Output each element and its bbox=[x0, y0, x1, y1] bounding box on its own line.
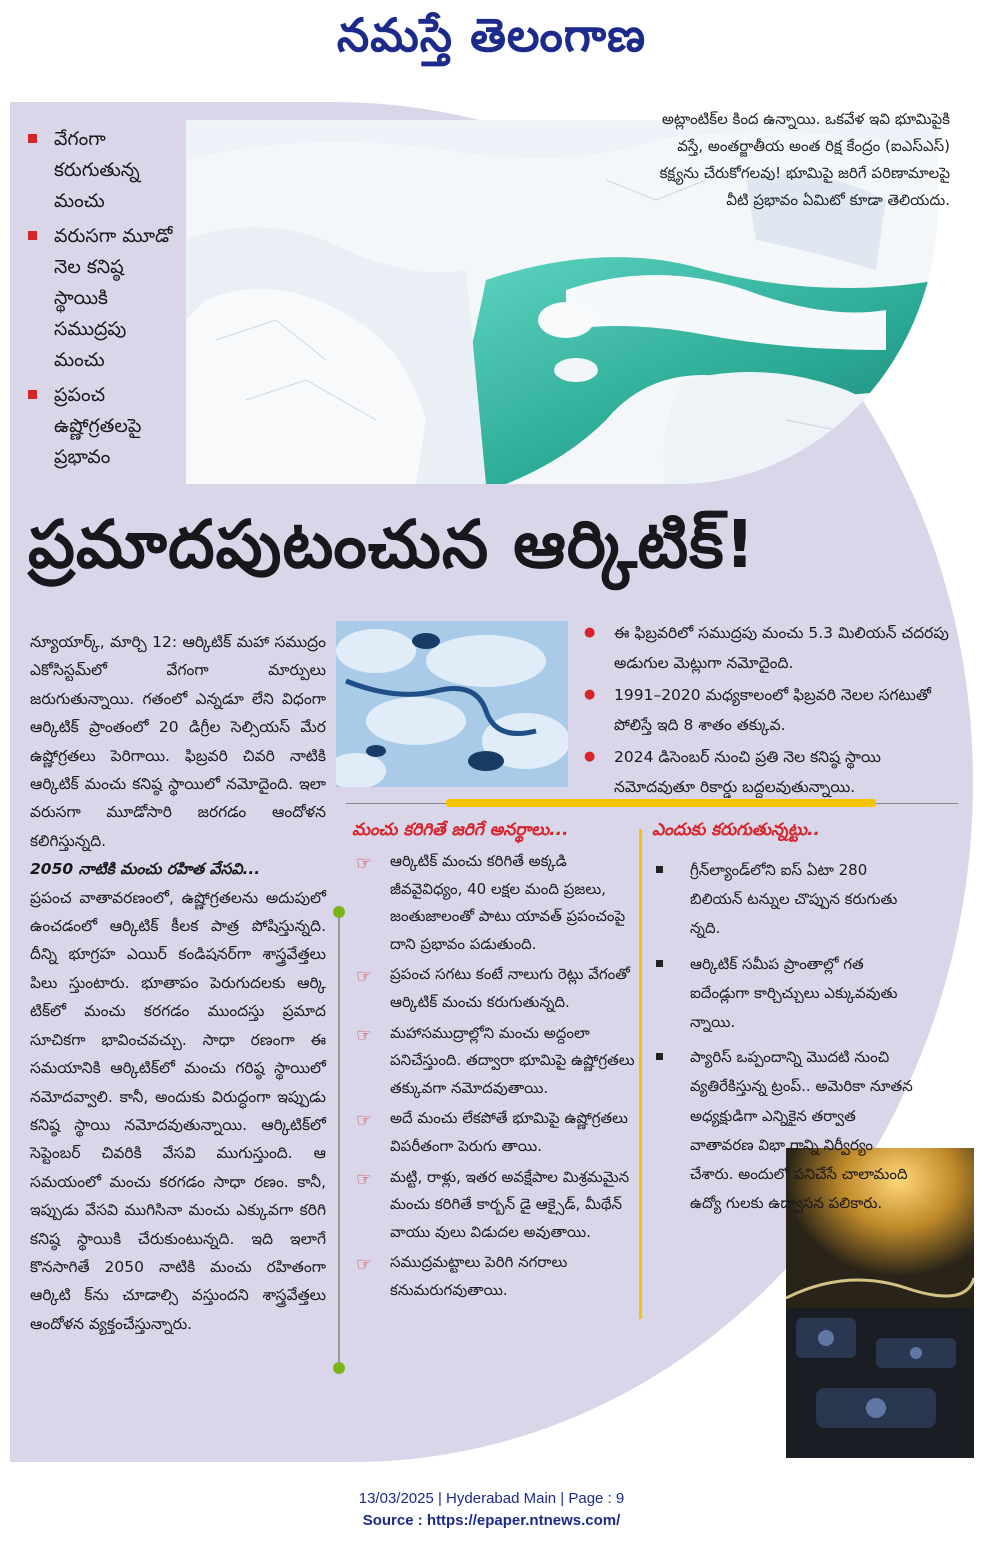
meltwater-image bbox=[336, 621, 568, 787]
fact-item: ● ఈ ఫిబ్రవరిలో సముద్రపు మంచు 5.3 మిలియన్‌ చదరపు అడుగుల మెట్లుగా నమోదైంది. bbox=[580, 618, 960, 678]
intro-continuation bbox=[640, 106, 950, 326]
headline: ప్రమాదపుటంచున ఆర్కిటిక్‌! bbox=[28, 506, 756, 583]
column-divider bbox=[338, 912, 340, 1372]
intro-text: అట్లాంటిక్‌ల కింద ఉన్నాయి. ఒకవేళ ఇవి భూమిపైకి వస్తే, అంతర్జాతీయ అంత రిక్ష కేంద్రం (ఐఎస్‌ఎస్‌) కక్ష్యను చేరుకోగలవు! భూమిపై జరిగే పరిణామాలపై వీటి ప్రభావం ఏమిటో కూడా తెలియదు. bbox=[659, 110, 950, 209]
fact-item: ● 2024 డిసెంబర్‌ నుంచి ప్రతి నెల కనిష్ఠ స్థాయి నమోదవుతూ రికార్డు బద్దలవుతున్నాయి. bbox=[580, 742, 960, 802]
main-article bbox=[30, 628, 326, 1338]
pointing-hand-icon: ☞ bbox=[356, 1254, 373, 1276]
consequence-text: మట్టి, రాళ్లు, ఇతర అవక్షేపాల మిశ్రమమైన మంచు కరిగితే కార్బన్‌ డై ఆక్సైడ్‌, మీథేన్‌ వాయు వులు విడుదల అవుతాయి. bbox=[390, 1167, 630, 1241]
consequence-item bbox=[352, 1105, 638, 1160]
reason-item: ఆర్కిటిక్‌ సమీప ప్రాంతాల్లో గత ఐదేండ్లుగా కార్చిచ్చులు ఎక్కువవుతు న్నాయి. bbox=[652, 950, 914, 1038]
consequence-item bbox=[352, 848, 638, 958]
pointing-hand-icon: ☞ bbox=[356, 1168, 373, 1190]
highlight-item: వేగంగా కరుగుతున్న మంచు bbox=[28, 124, 178, 217]
consequence-text: ప్రపంచ సగటు కంటే నాలుగు రెట్లు వేగంతో ఆర్కిటిక్‌ మంచు కరుగుతున్నది. bbox=[390, 965, 630, 1011]
consequences-list bbox=[352, 848, 638, 1305]
reason-item: ప్యారిస్‌ ఒప్పందాన్ని మొదటి నుంచి వ్యతిరేకిస్తున్న ట్రంప్‌.. అమెరికా నూతన అధ్యక్షుడిగా ఎన్నికైన తర్వాత వాతావరణ విభా గాన్ని నిర్వీర్యం చేశారు. అందులో పనిచేసే చాలామంది ఉద్యో గులకు ఉద్వాసన పలికారు. bbox=[652, 1043, 914, 1218]
consequence-item bbox=[352, 961, 638, 1016]
top-highlights bbox=[28, 124, 178, 477]
pointing-hand-icon: ☞ bbox=[356, 1110, 373, 1132]
article-subhead: 2050 నాటికి మంచు రహిత వేసవి... bbox=[30, 860, 261, 879]
consequence-item bbox=[352, 1249, 638, 1304]
facts-list bbox=[580, 618, 960, 804]
consequences-box bbox=[352, 820, 638, 1308]
column-divider-yellow bbox=[639, 829, 642, 1319]
consequence-text: అదే మంచు లేకపోతే భూమిపై ఉష్ణోగ్రతలు విపరీతంగా పెరుగు తాయి. bbox=[390, 1109, 628, 1155]
reasons-heading: ఎందుకు కరుగుతున్నట్టు.. bbox=[652, 820, 820, 840]
article-paragraph: న్యూయార్క్‌, మార్చి 12: ఆర్కిటిక్‌ మహా సముద్రం ఎకోసిస్టమ్‌లో వేగంగా మార్పులు జరుగుతున్నాయి. గతంలో ఎన్నడూ లేని విధంగా ఆర్కిటిక్‌ ప్రాంతంలో 20 డిగ్రీల సెల్సియస్‌ మేర ఉష్ణోగ్రతలు పెరిగాయి. ఫిబ్రవరి చివరి నాటికి ఆర్కిటిక్‌ మంచు కనిష్ఠ స్థాయిలో నమోదైంది. ఇలా వరుసగా మూడోసారి జరగడం ఆందోళన కలిగిస్తున్నది. bbox=[30, 633, 326, 850]
consequence-item bbox=[352, 1020, 638, 1103]
consequences-heading: మంచు కరిగితే జరిగే అనర్థాలు... bbox=[352, 820, 569, 840]
divider-dot bbox=[333, 906, 345, 918]
masthead-title: నమస్తే తెలంగాణ bbox=[336, 8, 647, 62]
consequence-text: ఆర్కిటిక్‌ మంచు కరిగితే అక్కడి జీవవైవిధ్యం, 40 లక్షల మంది ప్రజలు, జంతుజాలంతో పాటు యావత్‌ ప్రపంచంపై దాని ప్రభావం పడుతుంది. bbox=[390, 852, 626, 953]
consequence-text: మహాసముద్రాల్లోని మంచు అద్దంలా పనిచేస్తుంది. తద్వారా భూమిపై ఉష్ణోగ్రతలు తక్కువగా నమోదవుతాయి. bbox=[390, 1023, 635, 1097]
fact-item: ● 1991–2020 మధ్యకాలంలో ఫిబ్రవరి నెలల సగటుతో పోలిస్తే ఇది 8 శాతం తక్కువ. bbox=[580, 680, 960, 740]
pointing-hand-icon: ☞ bbox=[356, 966, 373, 988]
masthead bbox=[0, 8, 983, 80]
meltwater-photo bbox=[336, 621, 568, 787]
reasons-list bbox=[652, 856, 914, 1218]
reason-item: గ్రీన్‌ల్యాండ్‌లోని ఐస్‌ ఏటా 280 బిలియన్‌ టన్నుల చొప్పున కరుగుతు న్నది. bbox=[652, 856, 914, 944]
highlight-item: వరుసగా మూడో నెల కనిష్ఠ స్థాయికి సముద్రపు మంచు bbox=[28, 221, 178, 376]
highlight-item: ప్రపంచ ఉష్ణోగ్రతలపై ప్రభావం bbox=[28, 380, 178, 473]
footer-edition: 13/03/2025 | Hyderabad Main | Page : 9 bbox=[358, 1490, 625, 1507]
consequence-text: సముద్రమట్టాలు పెరిగి నగరాలు కనుమరుగవుతాయి. bbox=[390, 1253, 568, 1299]
consequence-item bbox=[352, 1164, 638, 1247]
pointing-hand-icon: ☞ bbox=[356, 1024, 373, 1046]
reasons-box bbox=[652, 820, 914, 1224]
page-footer bbox=[0, 1488, 983, 1532]
pointing-hand-icon: ☞ bbox=[356, 853, 373, 874]
article-paragraph: ప్రపంచ వాతావరణంలో, ఉష్ణోగ్రతలను అదుపులో ఉంచడంలో ఆర్కిటిక్‌ కీలక పాత్ర పోషిస్తున్నది. దీన్ని భూగ్రహ ఎయిర్‌ కండిషనర్‌గా శాస్త్రవేత్తలు పిలు స్తుంటారు. భూతాపం పెరుగుదలకు ఆర్కి టిక్‌లో మంచు కరగడం ముందస్తు ప్రమాద సూచికగా భావించవచ్చు. సాధా రణంగా ఈ సమయానికి ఆర్కిటిక్‌లో మంచు గరిష్ఠ స్థాయిలో నమోదవ్వాలి. కానీ, అందుకు విరుద్ధంగా ఇప్పుడు కనిష్ఠ స్థాయి నమోదవుతున్నాయి. ఆర్కిటిక్‌లో సెప్టెంబర్‌ చివరికి వేసవి ముగుస్తుంది. ఆ సమయంలో మంచు కరగడం సాధా రణం. కానీ, ఇప్పుడు వేసవి ముగిసినా మంచు ఎక్కువగా కరిగి కనిష్ఠ స్థాయికి చేరుకుంటున్నది. ఇది ఇలాగే కొనసాగితే 2050 నాటికి మంచు రహితంగా ఆర్కిటి క్‌ను చూడాల్సి వస్తుందని శాస్త్రవేత్తలు ఆందోళన వ్యక్తంచేస్తున్నారు. bbox=[30, 888, 326, 1333]
yellow-rule bbox=[446, 799, 876, 807]
footer-source: Source : https://epaper.ntnews.com/ bbox=[362, 1512, 621, 1529]
divider-dot bbox=[333, 1362, 345, 1374]
